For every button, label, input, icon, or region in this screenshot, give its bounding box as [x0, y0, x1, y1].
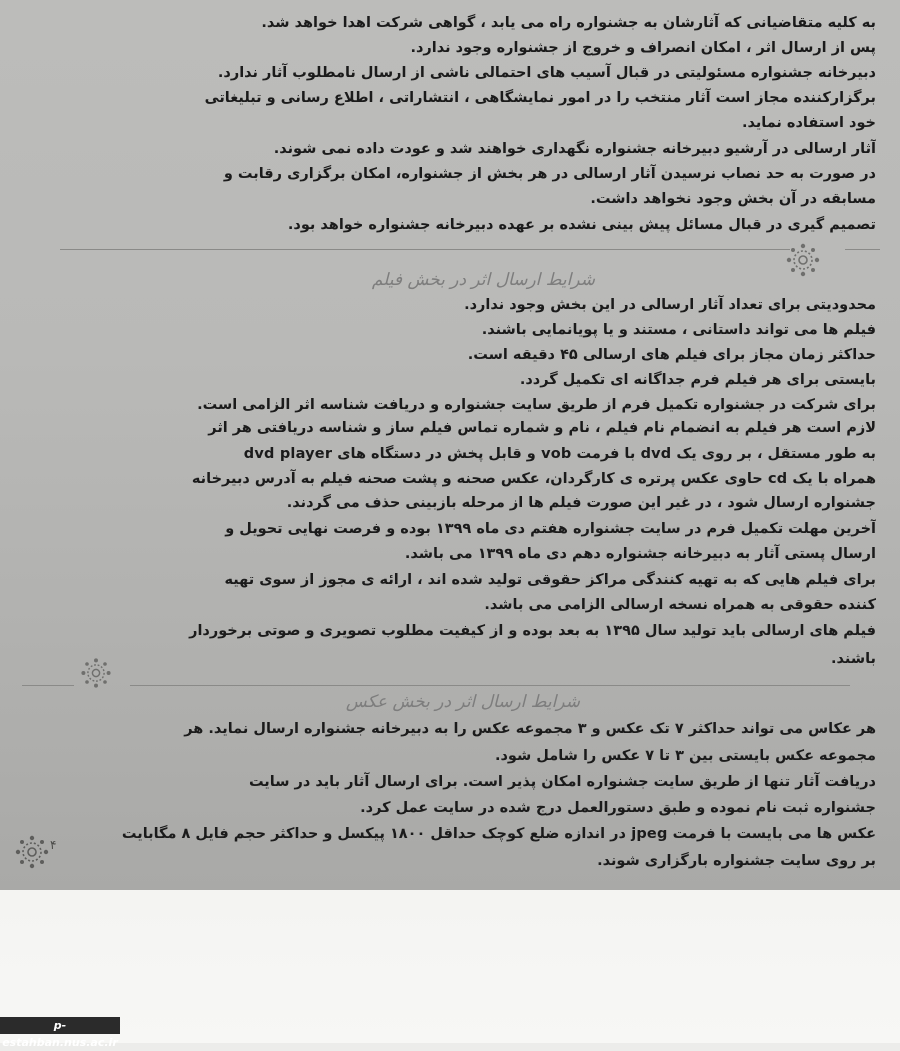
rosette-ornament-icon: [78, 655, 114, 691]
background-surface: [0, 890, 900, 1043]
photo-rule-line: هر عکاس می تواند حداکثر ۷ تک عکس و ۳ مجموعه عکس را به دبیرخانه جشنواره ارسال نماید. هر: [184, 721, 876, 737]
section-divider: [845, 249, 880, 250]
film-rule-line: لازم است هر فیلم به انضمام نام فیلم ، نام و شماره تماس فیلم ساز و شناسه دریافتی هر اثر: [208, 420, 876, 436]
film-rule-line: برای شرکت در جشنواره تکمیل فرم از طریق سایت جشنواره و دریافت شناسه اثر الزامی است.: [197, 397, 876, 413]
film-rule-line: به طور مستقل ، بر روی یک dvd با فرمت vob و قابل پخش در دستگاه های dvd player: [243, 446, 876, 462]
section-divider: [22, 685, 74, 686]
rule-line: پس از ارسال اثر ، امکان انصراف و خروج از جشنواره وجود ندارد.: [410, 40, 876, 56]
section-divider: [60, 249, 790, 250]
film-rule-line: محدودیتی برای تعداد آثار ارسالی در این بخش وجود ندارد.: [464, 297, 876, 313]
rosette-ornament-icon: [783, 240, 823, 280]
film-rule-line: جشنواره ارسال شود ، در غیر این صورت فیلم ها از مرحله بازبینی حذف می گردند.: [286, 495, 876, 511]
photo-rule-line: مجموعه عکس بایستی بین ۳ تا ۷ عکس را شامل شود.: [494, 748, 876, 764]
photo-rule-line: دریافت آثار تنها از طریق سایت جشنواره امکان پذیر است. برای ارسال آثار باید در سایت: [248, 774, 876, 790]
source-tag: p-estahban.nus.ac.ir: [0, 1017, 120, 1034]
rule-line: دبیرخانه جشنواره مسئولیتی در قبال آسیب های احتمالی ناشی از ارسال نامطلوب آثار ندارد.: [217, 65, 876, 81]
film-rule-line: باشند.: [831, 651, 876, 667]
film-rule-line: حداکثر زمان مجاز برای فیلم های ارسالی ۴۵ دقیقه است.: [467, 347, 876, 363]
film-rule-line: برای فیلم هایی که به تهیه کنندگی مراکز حقوقی تولید شده اند ، ارائه ی مجوز از سوی تهیه: [224, 572, 876, 588]
film-section-heading: شرایط ارسال اثر در بخش فیلم: [371, 270, 595, 290]
photo-rule-line: عکس ها می بایست با فرمت jpeg در اندازه ضلع کوچک حداقل ۱۸۰۰ پیکسل و حداکثر حجم فایل ۸ مگابایت: [121, 826, 876, 842]
rule-line: تصمیم گیری در قبال مسائل پیش بینی نشده بر عهده دبیرخانه جشنواره خواهد بود.: [287, 217, 876, 233]
rule-line: مسابقه در آن بخش وجود نخواهد داشت.: [590, 191, 876, 207]
section-divider: [130, 685, 850, 686]
rosette-ornament-icon: [12, 832, 52, 872]
rule-line: به کلیه متقاضیانی که آثارشان به جشنواره راه می یابد ، گواهی شرکت اهدا خواهد شد.: [261, 15, 876, 31]
film-rule-line: ارسال پستی آثار به دبیرخانه جشنواره دهم دی ماه ۱۳۹۹ می باشد.: [404, 546, 876, 562]
film-rule-line: فیلم های ارسالی باید تولید سال ۱۳۹۵ به بعد بوده و از کیفیت مطلوب تصویری و صوتی برخوردار: [189, 623, 876, 639]
photo-section-heading: شرایط ارسال اثر در بخش عکس: [345, 692, 580, 712]
film-rule-line: آخرین مهلت تکمیل فرم در سایت جشنواره هفتم دی ماه ۱۳۹۹ بوده و فرصت نهایی تحویل و: [225, 521, 876, 537]
page-number: ۴: [50, 838, 57, 852]
film-rule-line: همراه با یک cd حاوی عکس پرتره ی کارگردان، عکس صحنه و پشت صحنه فیلم به آدرس دبیرخانه: [191, 471, 876, 487]
photo-rule-line: جشنواره ثبت نام نموده و طبق دستورالعمل درج شده در سایت عمل کرد.: [360, 800, 876, 816]
film-rule-line: بایستی برای هر فیلم فرم جداگانه ای تکمیل گردد.: [519, 372, 876, 388]
rule-line: برگزارکننده مجاز است آثار منتخب را در امور نمایشگاهی ، انتشاراتی ، اطلاع رسانی و تبلیغاتی: [204, 90, 876, 106]
film-rule-line: کننده حقوقی به همراه نسخه ارسالی الزامی می باشد.: [484, 597, 876, 613]
film-rule-line: فیلم ها می تواند داستانی ، مستند و یا پویانمایی باشند.: [481, 322, 876, 338]
rule-line: در صورت به حد نصاب نرسیدن آثار ارسالی در هر بخش از جشنواره، امکان برگزاری رقابت و: [223, 166, 876, 182]
photo-rule-line: بر روی سایت جشنواره بارگزاری شوند.: [597, 853, 876, 869]
rule-line: آثار ارسالی در آرشیو دبیرخانه جشنواره نگهداری خواهند شد و عودت داده نمی شوند.: [273, 141, 876, 157]
rule-line: خود استفاده نماید.: [741, 115, 876, 131]
